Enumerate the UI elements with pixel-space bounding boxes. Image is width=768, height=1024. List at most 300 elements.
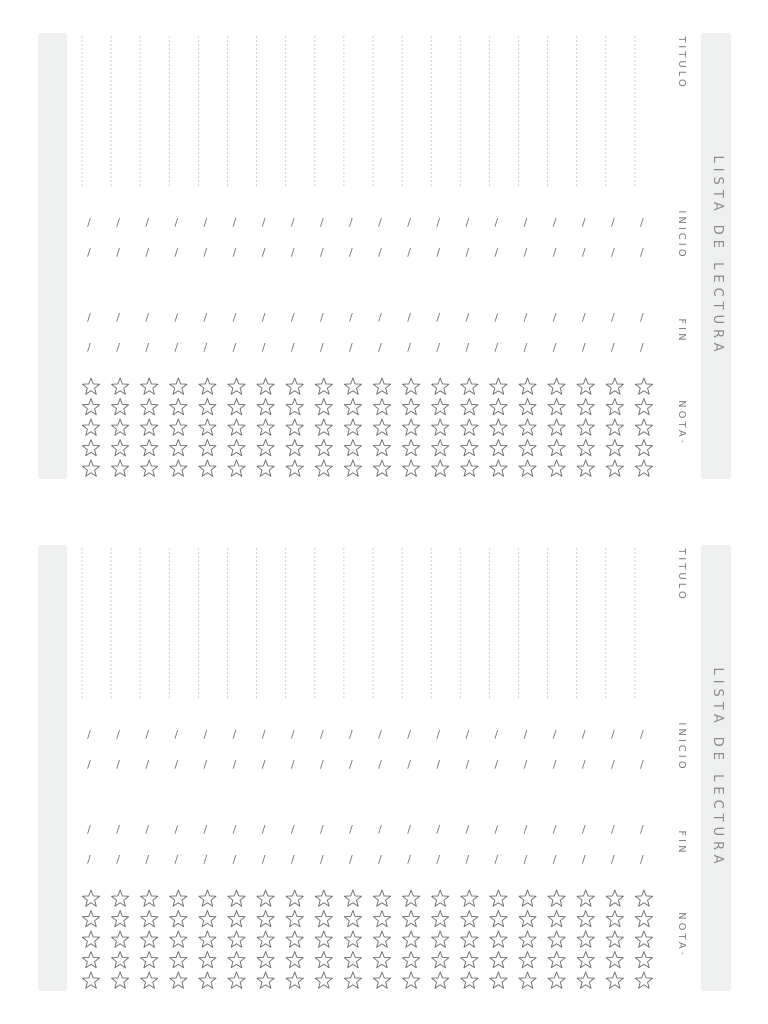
end-date-separator: /: [378, 311, 382, 324]
start-date-separator: /: [378, 758, 382, 771]
end-date-separator: /: [116, 341, 120, 354]
end-date-separator: /: [610, 853, 615, 866]
list-row: [489, 36, 507, 476]
end-date-separator: /: [640, 311, 644, 324]
start-date-separator: /: [640, 216, 644, 229]
end-date-separator: /: [232, 341, 237, 354]
rating-star-icon: [373, 890, 390, 906]
rating-star-icon: [257, 440, 274, 456]
rating-star-icon: [373, 931, 390, 947]
rating-star-icon: [606, 378, 623, 394]
list-row: [548, 36, 566, 476]
list-row: [257, 548, 275, 988]
start-date-separator: /: [232, 216, 237, 229]
rating-star-icon: [141, 419, 158, 435]
list-row: [460, 36, 478, 476]
end-date-separator: /: [436, 311, 441, 324]
start-date-separator: /: [261, 216, 266, 229]
rating-star-icon: [432, 931, 449, 947]
end-date-separator: /: [145, 311, 150, 324]
start-date-separator: /: [436, 758, 441, 771]
start-date-separator: /: [407, 216, 411, 229]
rating-star-icon: [461, 911, 478, 927]
rating-star-icon: [82, 419, 99, 435]
rating-star-icon: [315, 952, 332, 968]
rating-star-icon: [403, 440, 420, 456]
rating-star-icon: [228, 419, 245, 435]
rating-star-icon: [606, 419, 623, 435]
end-date-separator: /: [552, 823, 557, 836]
rating-star-icon: [548, 931, 565, 947]
end-date-separator: /: [378, 853, 382, 866]
rating-star-icon: [112, 890, 129, 906]
rating-star-icon: [315, 890, 332, 906]
rating-star-icon: [228, 890, 245, 906]
end-date-separator: /: [174, 823, 179, 836]
rating-star-icon: [461, 419, 478, 435]
rating-star-icon: [461, 399, 478, 415]
end-date-separator: /: [610, 341, 615, 354]
rating-star-icon: [286, 972, 303, 988]
rating-star-icon: [548, 911, 565, 927]
start-date-separator: /: [319, 246, 324, 259]
sheet-title: LISTA DE LECTURA: [710, 667, 725, 869]
rating-star-icon: [344, 460, 361, 476]
start-date-separator: /: [319, 728, 324, 741]
start-date-separator: /: [203, 758, 208, 771]
end-date-separator: /: [436, 823, 441, 836]
rating-star-icon: [635, 931, 652, 947]
start-date-separator: /: [349, 728, 353, 741]
rating-star-icon: [112, 460, 129, 476]
end-date-separator: /: [581, 823, 586, 836]
rating-star-icon: [141, 399, 158, 415]
rating-star-icon: [112, 440, 129, 456]
end-date-separator: /: [261, 823, 266, 836]
end-date-separator: /: [349, 853, 353, 866]
rating-star-icon: [141, 890, 158, 906]
end-date-separator: /: [640, 823, 644, 836]
rating-star-icon: [403, 972, 420, 988]
rating-star-icon: [82, 911, 99, 927]
start-date-separator: /: [319, 758, 324, 771]
start-date-separator: /: [116, 758, 120, 771]
rating-star-icon: [461, 952, 478, 968]
rating-star-icon: [432, 399, 449, 415]
rating-star-icon: [432, 890, 449, 906]
list-row: [344, 548, 362, 988]
rating-star-icon: [606, 399, 623, 415]
rating-star-icon: [257, 399, 274, 415]
end-date-separator: /: [319, 311, 324, 324]
list-row: [257, 36, 275, 476]
end-date-separator: /: [261, 311, 266, 324]
end-date-separator: /: [407, 311, 411, 324]
rating-star-icon: [170, 890, 187, 906]
list-row: [489, 548, 507, 988]
rating-star-icon: [432, 460, 449, 476]
rating-star-icon: [170, 911, 187, 927]
rating-star-icon: [228, 952, 245, 968]
end-date-separator: /: [494, 311, 499, 324]
rating-star-icon: [548, 419, 565, 435]
rating-star-icon: [82, 399, 99, 415]
rating-star-icon: [432, 952, 449, 968]
rating-star-icon: [548, 952, 565, 968]
start-date-separator: /: [174, 728, 179, 741]
rating-star-icon: [344, 419, 361, 435]
start-date-separator: /: [610, 216, 615, 229]
end-date-separator: /: [465, 823, 470, 836]
rating-star-icon: [344, 378, 361, 394]
rating-star-icon: [141, 952, 158, 968]
rating-star-icon: [548, 972, 565, 988]
end-date-separator: /: [290, 341, 295, 354]
list-row: [169, 548, 187, 988]
rating-star-icon: [635, 890, 652, 906]
start-date-separator: /: [494, 246, 499, 259]
sheet-title: LISTA DE LECTURA: [710, 155, 725, 357]
list-row: [373, 548, 391, 988]
rating-star-icon: [344, 952, 361, 968]
column-label-end: FIN: [676, 830, 687, 856]
rating-star-icon: [286, 952, 303, 968]
list-row: [198, 36, 216, 476]
rating-star-icon: [606, 911, 623, 927]
rating-star-icon: [606, 952, 623, 968]
end-date-separator: /: [349, 823, 353, 836]
start-date-separator: /: [407, 246, 411, 259]
rating-star-icon: [606, 460, 623, 476]
start-date-separator: /: [290, 216, 295, 229]
rating-star-icon: [490, 399, 507, 415]
rating-star-icon: [112, 378, 129, 394]
start-date-separator: /: [290, 758, 295, 771]
rating-star-icon: [315, 440, 332, 456]
rating-star-icon: [257, 931, 274, 947]
rating-star-icon: [286, 890, 303, 906]
start-date-separator: /: [174, 246, 179, 259]
rating-star-icon: [344, 440, 361, 456]
end-date-separator: /: [116, 823, 120, 836]
list-row: [635, 548, 653, 988]
rating-star-icon: [257, 460, 274, 476]
rating-star-icon: [315, 399, 332, 415]
start-date-separator: /: [378, 246, 382, 259]
end-date-separator: /: [290, 311, 295, 324]
rating-star-icon: [373, 399, 390, 415]
rating-star-icon: [577, 440, 594, 456]
list-row: [344, 36, 362, 476]
rating-star-icon: [635, 399, 652, 415]
rating-star-icon: [257, 911, 274, 927]
rating-star-icon: [170, 460, 187, 476]
end-date-separator: /: [552, 853, 557, 866]
start-date-separator: /: [494, 216, 499, 229]
rating-star-icon: [432, 378, 449, 394]
end-date-separator: /: [174, 341, 179, 354]
end-date-separator: /: [552, 341, 557, 354]
rating-star-icon: [606, 972, 623, 988]
rating-star-icon: [490, 911, 507, 927]
rating-star-icon: [82, 460, 99, 476]
rating-star-icon: [315, 419, 332, 435]
rating-star-icon: [286, 378, 303, 394]
end-date-separator: /: [261, 341, 266, 354]
rating-star-icon: [344, 931, 361, 947]
rating-star-icon: [490, 419, 507, 435]
end-date-separator: /: [319, 823, 324, 836]
rating-star-icon: [257, 952, 274, 968]
end-date-separator: /: [87, 341, 91, 354]
start-date-separator: /: [640, 246, 644, 259]
start-date-separator: /: [349, 246, 353, 259]
start-date-separator: /: [145, 758, 150, 771]
start-date-separator: /: [319, 216, 324, 229]
rating-star-icon: [344, 399, 361, 415]
end-date-separator: /: [407, 823, 411, 836]
list-row: [373, 36, 391, 476]
rating-star-icon: [199, 952, 216, 968]
start-date-separator: /: [145, 728, 150, 741]
rating-star-icon: [490, 378, 507, 394]
rating-star-icon: [315, 460, 332, 476]
end-date-separator: /: [290, 823, 295, 836]
start-date-separator: /: [145, 216, 150, 229]
rating-star-icon: [257, 419, 274, 435]
end-date-separator: /: [87, 823, 91, 836]
end-date-separator: /: [465, 311, 470, 324]
rating-star-icon: [199, 931, 216, 947]
start-date-separator: /: [349, 758, 353, 771]
start-date-separator: /: [465, 216, 470, 229]
rating-star-icon: [519, 931, 536, 947]
start-date-separator: /: [581, 246, 586, 259]
start-date-separator: /: [494, 728, 499, 741]
end-date-separator: /: [261, 853, 266, 866]
rating-star-icon: [82, 952, 99, 968]
rating-star-icon: [228, 460, 245, 476]
rating-star-icon: [257, 972, 274, 988]
rating-star-icon: [519, 972, 536, 988]
rating-star-icon: [490, 931, 507, 947]
start-date-separator: /: [261, 246, 266, 259]
column-label-end: FIN: [676, 318, 687, 344]
list-row: [111, 548, 129, 988]
end-date-separator: /: [523, 341, 528, 354]
list-row: [460, 548, 478, 988]
end-date-separator: /: [116, 853, 120, 866]
rating-star-icon: [228, 931, 245, 947]
rating-star-icon: [432, 911, 449, 927]
list-row: [315, 548, 333, 988]
rating-star-icon: [141, 460, 158, 476]
rating-star-icon: [199, 890, 216, 906]
start-date-separator: /: [552, 758, 557, 771]
end-date-separator: /: [494, 853, 499, 866]
rating-star-icon: [432, 972, 449, 988]
rating-star-icon: [606, 440, 623, 456]
end-date-separator: /: [145, 341, 150, 354]
rating-star-icon: [199, 972, 216, 988]
rating-star-icon: [635, 972, 652, 988]
rating-star-icon: [344, 972, 361, 988]
list-row: [228, 548, 246, 988]
rating-star-icon: [577, 419, 594, 435]
rating-star-icon: [286, 460, 303, 476]
start-date-separator: /: [552, 728, 557, 741]
rating-star-icon: [112, 911, 129, 927]
end-date-separator: /: [581, 311, 586, 324]
start-date-separator: /: [349, 216, 353, 229]
list-row: [431, 548, 449, 988]
rating-star-icon: [490, 890, 507, 906]
start-date-separator: /: [610, 246, 615, 259]
rating-star-icon: [112, 399, 129, 415]
rating-star-icon: [490, 952, 507, 968]
start-date-separator: /: [465, 758, 470, 771]
list-row: [315, 36, 333, 476]
start-date-separator: /: [523, 758, 528, 771]
rating-star-icon: [228, 911, 245, 927]
start-date-separator: /: [232, 246, 237, 259]
start-date-separator: /: [436, 216, 441, 229]
start-date-separator: /: [116, 728, 120, 741]
rating-star-icon: [577, 890, 594, 906]
end-date-separator: /: [349, 341, 353, 354]
list-row: [402, 36, 420, 476]
rating-star-icon: [257, 378, 274, 394]
end-date-separator: /: [436, 341, 441, 354]
rating-star-icon: [490, 440, 507, 456]
rating-star-icon: [577, 378, 594, 394]
column-label-start: INICIO: [676, 722, 687, 772]
list-row: [606, 548, 624, 988]
start-date-separator: /: [116, 216, 120, 229]
reading-list-sheet-2: [0, 512, 768, 1024]
rating-star-icon: [461, 972, 478, 988]
end-date-separator: /: [145, 853, 150, 866]
start-date-separator: /: [640, 758, 644, 771]
rating-star-icon: [548, 440, 565, 456]
end-date-separator: /: [581, 853, 586, 866]
margin-band-left: [38, 33, 67, 479]
rating-star-icon: [490, 460, 507, 476]
rating-star-icon: [548, 378, 565, 394]
rating-star-icon: [461, 378, 478, 394]
rating-star-icon: [112, 419, 129, 435]
start-date-separator: /: [610, 728, 615, 741]
rating-star-icon: [519, 399, 536, 415]
rating-star-icon: [461, 440, 478, 456]
rating-star-icon: [635, 378, 652, 394]
rating-star-icon: [373, 460, 390, 476]
rating-star-icon: [373, 419, 390, 435]
start-date-separator: /: [378, 216, 382, 229]
rating-star-icon: [373, 440, 390, 456]
start-date-separator: /: [552, 246, 557, 259]
rating-star-icon: [170, 378, 187, 394]
start-date-separator: /: [581, 216, 586, 229]
end-date-separator: /: [203, 853, 208, 866]
list-row: [548, 548, 566, 988]
rating-star-icon: [432, 419, 449, 435]
start-date-separator: /: [523, 216, 528, 229]
rating-star-icon: [257, 890, 274, 906]
rating-star-icon: [373, 952, 390, 968]
rating-star-icon: [228, 440, 245, 456]
start-date-separator: /: [87, 246, 91, 259]
rating-star-icon: [199, 399, 216, 415]
end-date-separator: /: [319, 341, 324, 354]
rating-star-icon: [286, 440, 303, 456]
rating-star-icon: [403, 890, 420, 906]
start-date-separator: /: [552, 216, 557, 229]
rating-star-icon: [606, 890, 623, 906]
rating-star-icon: [519, 440, 536, 456]
start-date-separator: /: [261, 728, 266, 741]
start-date-separator: /: [290, 246, 295, 259]
rating-star-icon: [519, 460, 536, 476]
rating-star-icon: [141, 931, 158, 947]
rating-star-icon: [82, 972, 99, 988]
rating-star-icon: [315, 972, 332, 988]
end-date-separator: /: [203, 341, 208, 354]
end-date-separator: /: [640, 341, 644, 354]
start-date-separator: /: [290, 728, 295, 741]
rating-star-icon: [315, 911, 332, 927]
list-row: [140, 548, 158, 988]
rating-star-icon: [315, 378, 332, 394]
rating-star-icon: [170, 931, 187, 947]
end-date-separator: /: [174, 853, 179, 866]
start-date-separator: /: [203, 728, 208, 741]
list-row: [286, 36, 304, 476]
rating-star-icon: [606, 931, 623, 947]
rating-star-icon: [286, 931, 303, 947]
end-date-separator: /: [407, 853, 411, 866]
rating-star-icon: [577, 911, 594, 927]
rating-star-icon: [344, 911, 361, 927]
end-date-separator: /: [232, 853, 237, 866]
rating-star-icon: [82, 931, 99, 947]
start-date-separator: /: [465, 728, 470, 741]
start-date-separator: /: [261, 758, 266, 771]
end-date-separator: /: [232, 311, 237, 324]
list-row: [606, 36, 624, 476]
rating-star-icon: [112, 952, 129, 968]
rating-star-icon: [403, 931, 420, 947]
end-date-separator: /: [640, 853, 644, 866]
column-label-rating: NOTA·: [676, 912, 687, 958]
list-row: [82, 36, 100, 476]
rating-star-icon: [170, 419, 187, 435]
rating-star-icon: [548, 399, 565, 415]
rating-star-icon: [82, 890, 99, 906]
start-date-separator: /: [145, 246, 150, 259]
rating-star-icon: [112, 972, 129, 988]
start-date-separator: /: [581, 758, 586, 771]
list-row: [519, 548, 537, 988]
list-row: [140, 36, 158, 476]
column-label-title: TITULO: [676, 36, 687, 90]
rating-star-icon: [199, 419, 216, 435]
start-date-separator: /: [174, 216, 179, 229]
end-date-separator: /: [610, 823, 615, 836]
rating-star-icon: [286, 419, 303, 435]
start-date-separator: /: [407, 758, 411, 771]
rating-star-icon: [344, 890, 361, 906]
